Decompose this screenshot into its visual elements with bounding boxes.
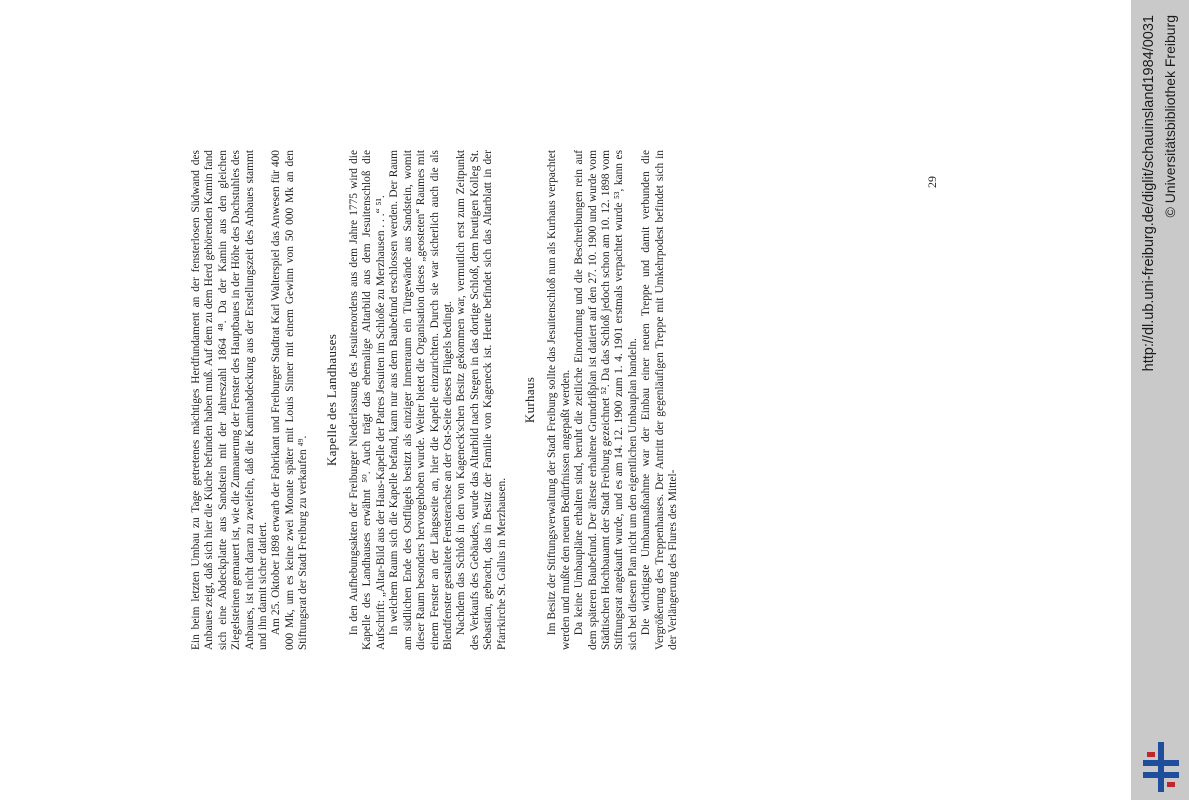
paragraph: Da keine Umbaupläne erhalten sind, beruht die zeitliche Einordnung und die Beschreibungen rein auf dem späteren Baubefund. Der älteste erhaltene Grundrißplan ist datiert auf den 27. 10. 1900 und wurde vom Städtischen Hochbauamt der Stadt Freiburg gezeichnet ⁵². Da das Schloß jedoch schon am 10. 12. 1898 vom Stiftungsrat angekauft wurde, und es am 14. 12. 1900 zum 1. 4. 1901 erstmals verpachtet wurde ⁵³, kann es sich bei diesem Plan nicht um den eigentlichen Umbauplan handeln.: [573, 150, 639, 650]
paragraph: Nachdem das Schloß in den von Kageneck'schen Besitz gekommen war, vermutlich erst zum Zeitpunkt des Verkaufs des Gebäudes, wurde das Altarbild nach Stegen in das dortige Schloß, dem heutigen Kolleg St. Sebastian, gebracht, das in Besitz der Familie von Kageneck ist. Heute befindet sich das Altarblatt in der Pfarrkirche St. Gallus in Merzhausen.: [455, 150, 508, 650]
paragraph: Am 25. Oktober 1898 erwarb der Fabrikant und Freiburger Stadtrat Karl Walterspiel das Anwesen für 400 000 Mk, um es keine zwei Monate später mit Louis Sinner mit einem Gewinn von 50 000 Mk an den Stiftungsrat der Stadt Freiburg zu verkaufen ⁴⁹.: [270, 150, 310, 650]
paragraph: Im Besitz der Stiftungsverwaltung der Stadt Freiburg sollte das Jesuitenschloß nun als Kurhaus verpachtet werden und mußte den neuen Bedürfnissen angepaßt werden.: [546, 150, 572, 650]
paragraph: Die wichtigste Umbaumaßnahme war der Einbau einer neuen Treppe und damit verbunden die Vergrößerung des Treppenhauses. Der Antritt der gegenläufigen Treppe mit Umkehrpodest befindet sich in der Verlängerung des Flures des Mittel-: [640, 150, 679, 650]
paragraph: Ein beim letzten Umbau zu Tage getretenes mächtiges Herdfundament an der fensterlosen Südwand des Anbaues zeigt, daß sich hier die Küche befunden haben muß. Auf dem zu dem Herd gehörenden Kamin fand sich eine Abdeckplatte aus Sandstein mit der Jahreszahl 1864 ⁴⁸. Da der Kamin aus den gleichen Ziegelsteinen gemauert ist, wie die Zumauerung der Fenster des Hauptbaues in der Höhe des Dachstuhles des Anbaues, ist nicht daran zu zweifeln, daß die Kaminabdeckung aus der Erstellungszeit des Anbaues stammt und ihn damit sicher datiert.: [190, 150, 270, 650]
section-heading-kurhaus: Kurhaus: [521, 376, 537, 424]
library-logo-icon: [1143, 742, 1179, 792]
source-url-link[interactable]: http://dl.ub.uni-freiburg.de/diglit/schauinsland1984/0031: [1141, 15, 1157, 372]
section-heading-kapelle: Kapelle des Landhauses: [323, 333, 339, 467]
copyright-notice: © Universitätsbibliothek Freiburg: [1162, 15, 1178, 218]
side-info-strip: [1131, 0, 1189, 800]
page-text-body: [190, 150, 680, 650]
paragraph: In welchem Raum sich die Kapelle befand, kann nur aus dem Baubefund erschlossen werden. Der Raum am südlichen Ende des Ostflügels besitzt als einziger Innenraum ein Türgewände aus Sandstein, womit dieser Raum besonders hervorgehoben wurde. Weiter bietet die Organisation dieses „geosteten“ Raumes mit einem Fenster an der Längsseite an, hier die Kapelle einzurichten. Durch sie war sicherlich auch die als Blendfenster gestaltete Fensterachse an der Ost-Seite dieses Flügels bedingt.: [388, 150, 454, 650]
paragraph: In den Aufhebungsakten der Freiburger Niederlassung des Jesuitenordens aus dem Jahre 1775 wird die Kapelle des Landhauses erwähnt ⁵⁰. Auch trägt das ehemalige Altarbild aus dem Jesuitenschloß die Aufschrift: „Altar-Bild aus der Haus-Kapelle der Patres Jesuiten im Schloße zu Merzhausen . . .“ ⁵¹.: [348, 150, 387, 650]
page-number: 29: [925, 176, 939, 188]
strip-text-container: [1131, 0, 1189, 800]
